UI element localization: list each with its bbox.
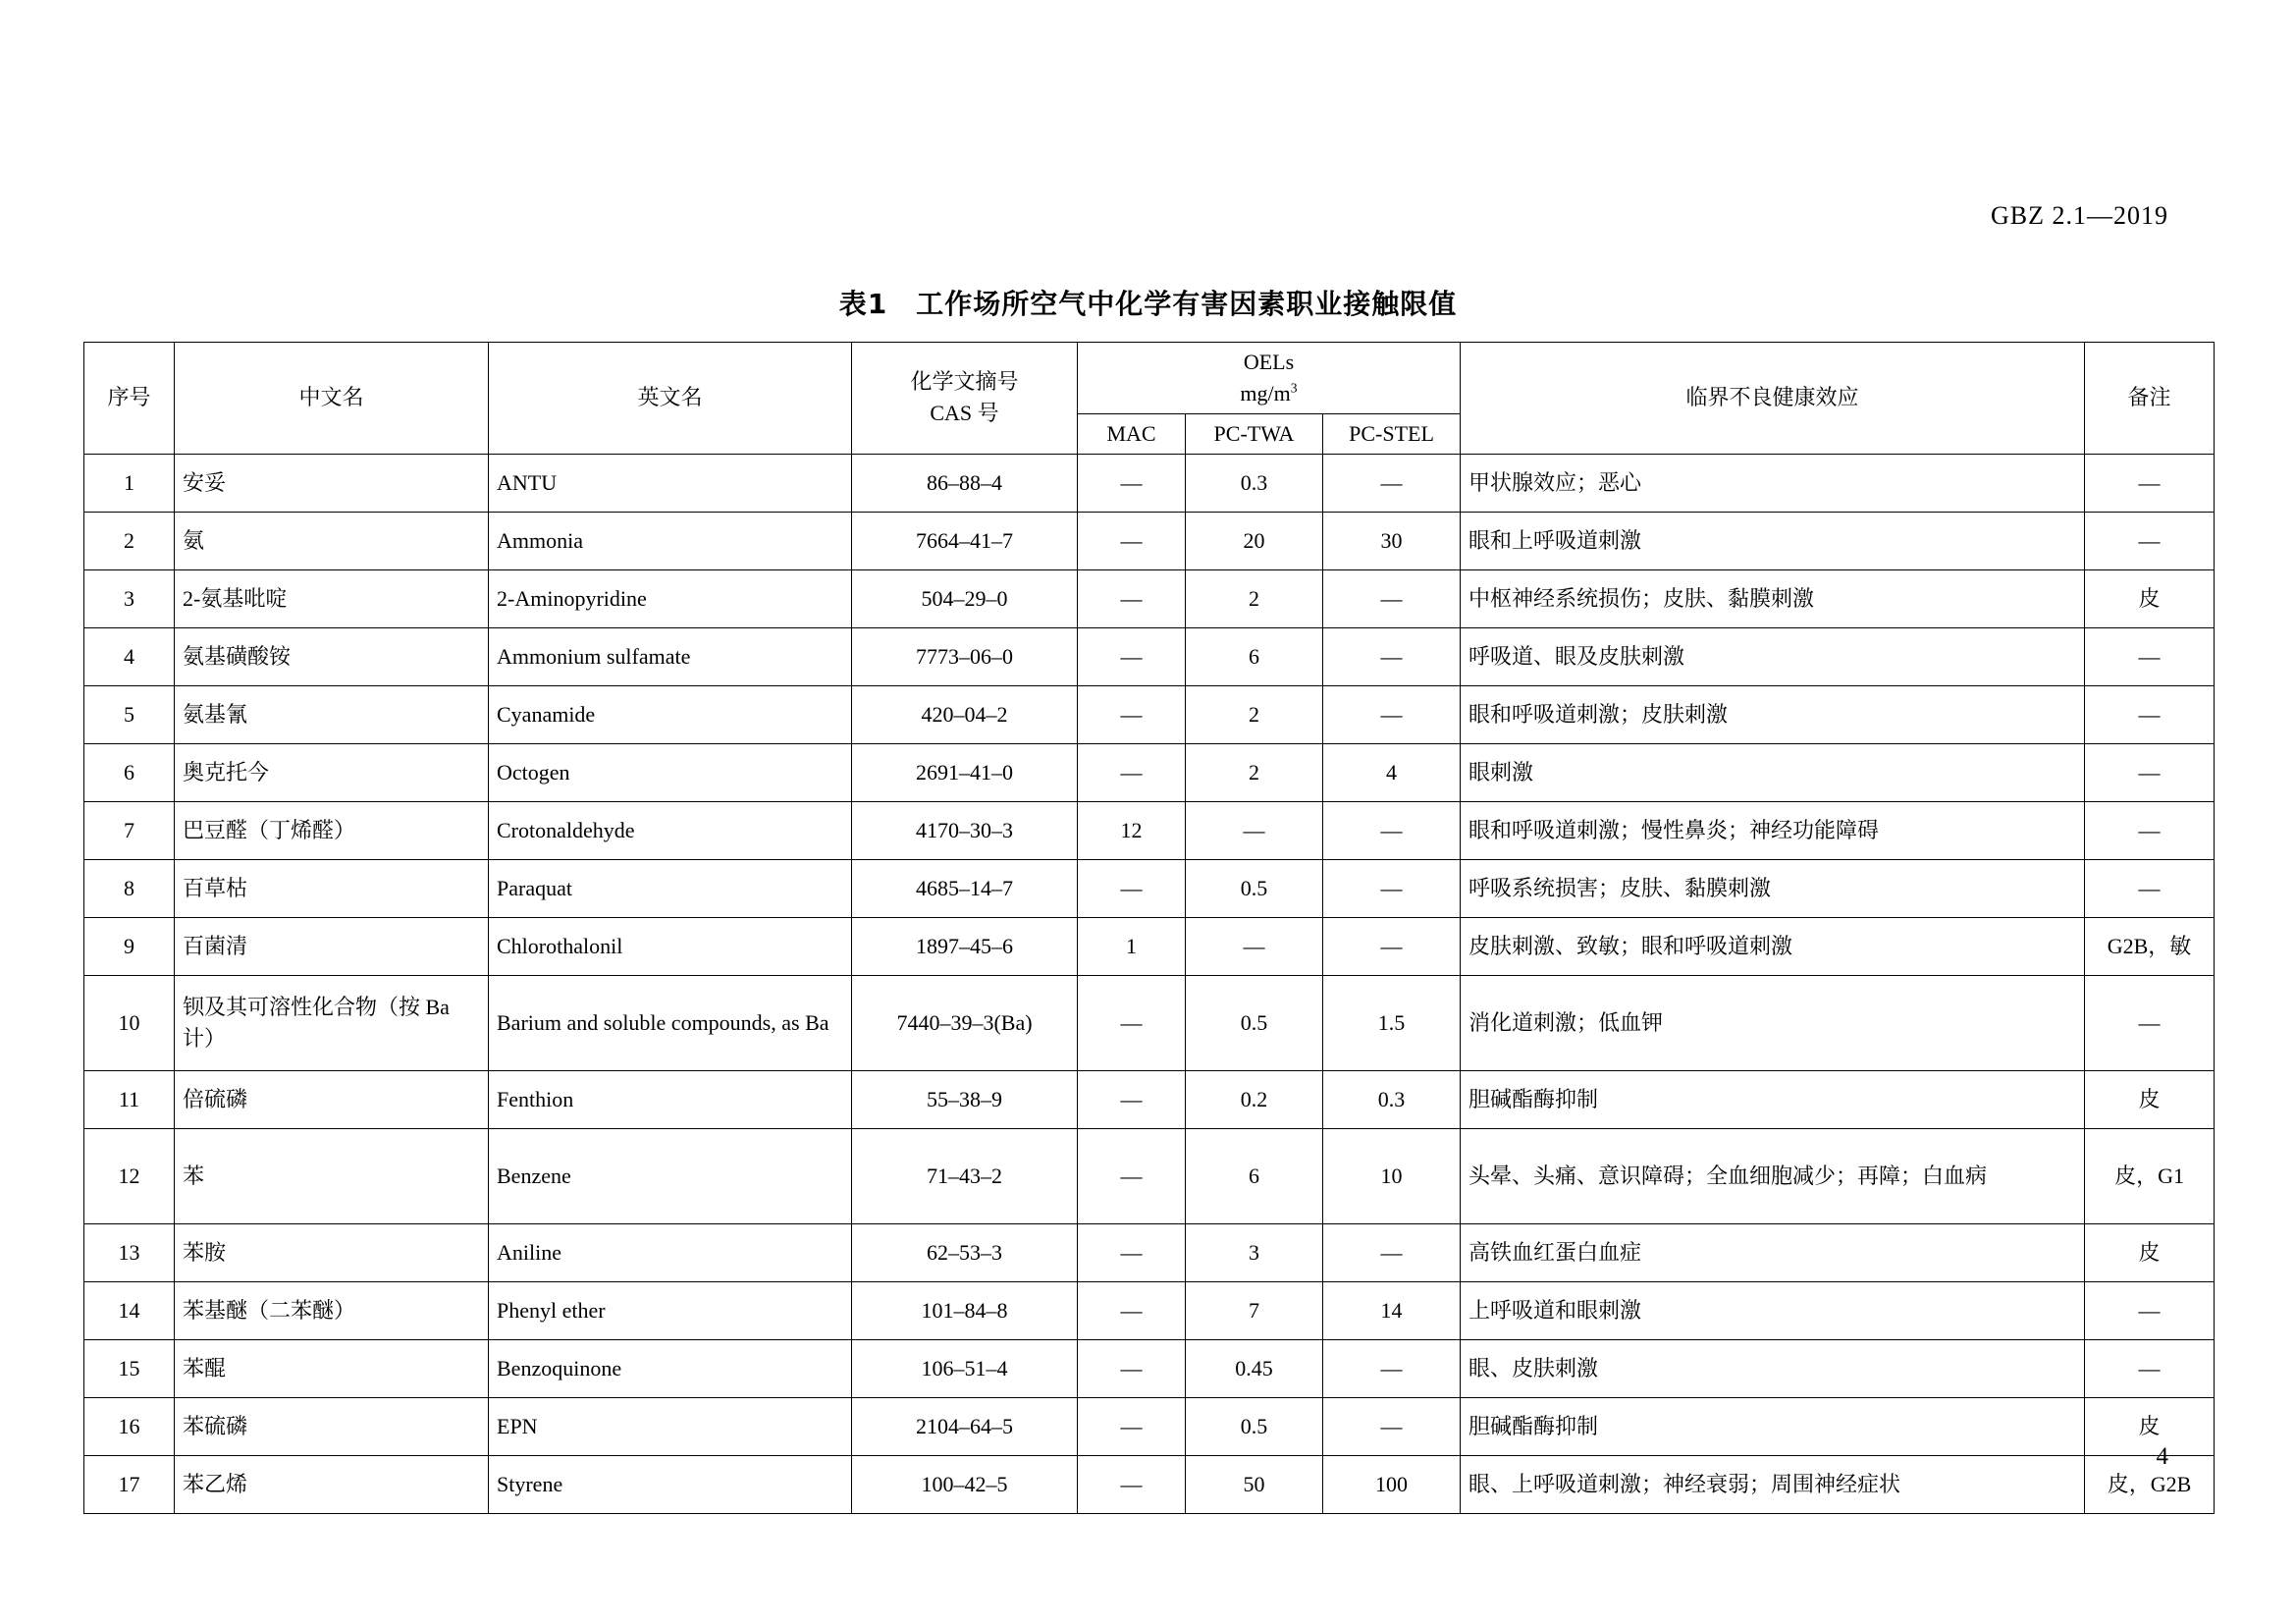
cell-effects: 眼和呼吸道刺激；皮肤刺激 bbox=[1461, 685, 2085, 743]
cell-pc-stel: 100 bbox=[1323, 1455, 1461, 1513]
cell-chinese-name: 百菌清 bbox=[175, 917, 489, 975]
cell-pc-twa: 50 bbox=[1186, 1455, 1323, 1513]
cell-remarks: — bbox=[2085, 975, 2215, 1070]
cell-effects: 眼刺激 bbox=[1461, 743, 2085, 801]
cell-no: 2 bbox=[84, 512, 175, 569]
cell-no: 13 bbox=[84, 1223, 175, 1281]
cell-no: 14 bbox=[84, 1281, 175, 1339]
cell-remarks: — bbox=[2085, 512, 2215, 569]
table-row bbox=[84, 1339, 2215, 1397]
table-row bbox=[84, 1455, 2215, 1513]
cell-cas: 101–84–8 bbox=[852, 1281, 1078, 1339]
table-row bbox=[84, 685, 2215, 743]
cell-chinese-name: 苯乙烯 bbox=[175, 1455, 489, 1513]
cell-effects: 消化道刺激；低血钾 bbox=[1461, 975, 2085, 1070]
cell-pc-twa: — bbox=[1186, 801, 1323, 859]
cell-effects: 头晕、头痛、意识障碍；全血细胞减少；再障；白血病 bbox=[1461, 1128, 2085, 1223]
cell-english-name: Cyanamide bbox=[489, 685, 852, 743]
cell-effects: 胆碱酯酶抑制 bbox=[1461, 1070, 2085, 1128]
cell-pc-twa: 7 bbox=[1186, 1281, 1323, 1339]
cell-pc-stel: — bbox=[1323, 859, 1461, 917]
cell-chinese-name: 百草枯 bbox=[175, 859, 489, 917]
header-oels-unit bbox=[1086, 378, 1452, 409]
cell-mac: — bbox=[1078, 512, 1186, 569]
cell-cas: 7773–06–0 bbox=[852, 627, 1078, 685]
header-pc-stel: PC-STEL bbox=[1323, 413, 1461, 454]
cell-cas: 55–38–9 bbox=[852, 1070, 1078, 1128]
cell-no: 11 bbox=[84, 1070, 175, 1128]
cell-effects: 眼、皮肤刺激 bbox=[1461, 1339, 2085, 1397]
cell-chinese-name: 苯硫磷 bbox=[175, 1397, 489, 1455]
cell-effects: 胆碱酯酶抑制 bbox=[1461, 1397, 2085, 1455]
table-row bbox=[84, 1223, 2215, 1281]
cell-cas: 86–88–4 bbox=[852, 454, 1078, 512]
table-row bbox=[84, 512, 2215, 569]
cell-remarks: — bbox=[2085, 801, 2215, 859]
cell-remarks: 皮 bbox=[2085, 1397, 2215, 1455]
cell-pc-stel: 0.3 bbox=[1323, 1070, 1461, 1128]
cell-pc-twa: 2 bbox=[1186, 743, 1323, 801]
table-header-row-top bbox=[84, 343, 2215, 414]
header-oels-line1: OELs bbox=[1243, 350, 1295, 374]
cell-effects: 眼和呼吸道刺激；慢性鼻炎；神经功能障碍 bbox=[1461, 801, 2085, 859]
table-row bbox=[84, 1070, 2215, 1128]
cell-pc-twa: 6 bbox=[1186, 1128, 1323, 1223]
cell-remarks: — bbox=[2085, 1339, 2215, 1397]
cell-mac: — bbox=[1078, 1397, 1186, 1455]
table-row bbox=[84, 1397, 2215, 1455]
header-mac: MAC bbox=[1078, 413, 1186, 454]
cell-pc-twa: 0.3 bbox=[1186, 454, 1323, 512]
oel-table-container bbox=[83, 342, 2214, 1514]
cell-chinese-name: 氨 bbox=[175, 512, 489, 569]
header-remarks: 备注 bbox=[2085, 343, 2215, 455]
cell-no: 6 bbox=[84, 743, 175, 801]
cell-mac: 12 bbox=[1078, 801, 1186, 859]
cell-cas: 1897–45–6 bbox=[852, 917, 1078, 975]
cell-pc-stel: 30 bbox=[1323, 512, 1461, 569]
table-row bbox=[84, 569, 2215, 627]
header-effects: 临界不良健康效应 bbox=[1461, 343, 2085, 455]
cell-cas: 2691–41–0 bbox=[852, 743, 1078, 801]
cell-mac: — bbox=[1078, 454, 1186, 512]
cell-english-name: Phenyl ether bbox=[489, 1281, 852, 1339]
table-row bbox=[84, 627, 2215, 685]
cell-pc-stel: — bbox=[1323, 1223, 1461, 1281]
cell-english-name: Benzoquinone bbox=[489, 1339, 852, 1397]
header-oels-unit-sup: 3 bbox=[1290, 380, 1298, 396]
cell-chinese-name: 氨基氰 bbox=[175, 685, 489, 743]
cell-effects: 呼吸系统损害；皮肤、黏膜刺激 bbox=[1461, 859, 2085, 917]
cell-english-name: Fenthion bbox=[489, 1070, 852, 1128]
cell-no: 12 bbox=[84, 1128, 175, 1223]
header-oels bbox=[1078, 343, 1461, 414]
cell-cas: 100–42–5 bbox=[852, 1455, 1078, 1513]
cell-pc-twa: 0.5 bbox=[1186, 1397, 1323, 1455]
cell-effects: 甲状腺效应；恶心 bbox=[1461, 454, 2085, 512]
cell-no: 10 bbox=[84, 975, 175, 1070]
header-no: 序号 bbox=[84, 343, 175, 455]
cell-remarks: G2B，敏 bbox=[2085, 917, 2215, 975]
cell-remarks: — bbox=[2085, 685, 2215, 743]
cell-effects: 高铁血红蛋白血症 bbox=[1461, 1223, 2085, 1281]
cell-chinese-name: 2-氨基吡啶 bbox=[175, 569, 489, 627]
cell-english-name: EPN bbox=[489, 1397, 852, 1455]
cell-cas: 420–04–2 bbox=[852, 685, 1078, 743]
cell-no: 17 bbox=[84, 1455, 175, 1513]
cell-mac: — bbox=[1078, 685, 1186, 743]
cell-mac: — bbox=[1078, 975, 1186, 1070]
cell-english-name: 2-Aminopyridine bbox=[489, 569, 852, 627]
oel-table bbox=[83, 342, 2215, 1514]
cell-pc-twa: 0.2 bbox=[1186, 1070, 1323, 1128]
cell-pc-stel: — bbox=[1323, 1397, 1461, 1455]
header-cas bbox=[852, 343, 1078, 455]
cell-effects: 眼和上呼吸道刺激 bbox=[1461, 512, 2085, 569]
table-row bbox=[84, 801, 2215, 859]
cell-pc-twa: 3 bbox=[1186, 1223, 1323, 1281]
cell-english-name: ANTU bbox=[489, 454, 852, 512]
cell-english-name: Crotonaldehyde bbox=[489, 801, 852, 859]
cell-chinese-name: 苯 bbox=[175, 1128, 489, 1223]
table-row bbox=[84, 1281, 2215, 1339]
cell-remarks: — bbox=[2085, 627, 2215, 685]
cell-remarks: 皮 bbox=[2085, 1223, 2215, 1281]
table-row bbox=[84, 975, 2215, 1070]
header-english-name: 英文名 bbox=[489, 343, 852, 455]
cell-mac: — bbox=[1078, 743, 1186, 801]
cell-remarks: — bbox=[2085, 1281, 2215, 1339]
cell-chinese-name: 钡及其可溶性化合物（按 Ba 计） bbox=[175, 975, 489, 1070]
cell-english-name: Chlorothalonil bbox=[489, 917, 852, 975]
cell-pc-stel: — bbox=[1323, 685, 1461, 743]
cell-effects: 眼、上呼吸道刺激；神经衰弱；周围神经症状 bbox=[1461, 1455, 2085, 1513]
header-oels-unit-text: mg/m bbox=[1240, 380, 1291, 406]
cell-remarks: 皮，G1 bbox=[2085, 1128, 2215, 1223]
table-row bbox=[84, 454, 2215, 512]
cell-chinese-name: 苯胺 bbox=[175, 1223, 489, 1281]
cell-pc-twa: 0.5 bbox=[1186, 859, 1323, 917]
cell-mac: — bbox=[1078, 1070, 1186, 1128]
cell-cas: 4170–30–3 bbox=[852, 801, 1078, 859]
cell-chinese-name: 巴豆醛（丁烯醛） bbox=[175, 801, 489, 859]
cell-cas: 62–53–3 bbox=[852, 1223, 1078, 1281]
header-pc-twa: PC-TWA bbox=[1186, 413, 1323, 454]
cell-effects: 上呼吸道和眼刺激 bbox=[1461, 1281, 2085, 1339]
cell-english-name: Ammonia bbox=[489, 512, 852, 569]
table-row bbox=[84, 859, 2215, 917]
page-number: 4 bbox=[2156, 1443, 2168, 1470]
header-cas-line1: 化学文摘号 bbox=[910, 369, 1019, 395]
cell-mac: — bbox=[1078, 1339, 1186, 1397]
cell-no: 1 bbox=[84, 454, 175, 512]
cell-cas: 106–51–4 bbox=[852, 1339, 1078, 1397]
cell-effects: 皮肤刺激、致敏；眼和呼吸道刺激 bbox=[1461, 917, 2085, 975]
cell-remarks: — bbox=[2085, 454, 2215, 512]
cell-remarks: 皮 bbox=[2085, 1070, 2215, 1128]
header-chinese-name: 中文名 bbox=[175, 343, 489, 455]
cell-cas: 504–29–0 bbox=[852, 569, 1078, 627]
cell-mac: — bbox=[1078, 1223, 1186, 1281]
cell-mac: 1 bbox=[1078, 917, 1186, 975]
cell-no: 16 bbox=[84, 1397, 175, 1455]
cell-pc-twa: 2 bbox=[1186, 569, 1323, 627]
table-row bbox=[84, 1128, 2215, 1223]
table-body bbox=[84, 454, 2215, 1513]
cell-pc-stel: 14 bbox=[1323, 1281, 1461, 1339]
cell-cas: 71–43–2 bbox=[852, 1128, 1078, 1223]
cell-mac: — bbox=[1078, 1281, 1186, 1339]
cell-remarks: 皮，G2B bbox=[2085, 1455, 2215, 1513]
cell-english-name: Ammonium sulfamate bbox=[489, 627, 852, 685]
cell-mac: — bbox=[1078, 569, 1186, 627]
cell-english-name: Benzene bbox=[489, 1128, 852, 1223]
cell-english-name: Octogen bbox=[489, 743, 852, 801]
cell-effects: 呼吸道、眼及皮肤刺激 bbox=[1461, 627, 2085, 685]
cell-remarks: — bbox=[2085, 859, 2215, 917]
cell-pc-stel: 1.5 bbox=[1323, 975, 1461, 1070]
cell-mac: — bbox=[1078, 1128, 1186, 1223]
cell-english-name: Aniline bbox=[489, 1223, 852, 1281]
cell-no: 5 bbox=[84, 685, 175, 743]
cell-cas: 7664–41–7 bbox=[852, 512, 1078, 569]
cell-cas: 7440–39–3(Ba) bbox=[852, 975, 1078, 1070]
table-row bbox=[84, 743, 2215, 801]
cell-no: 7 bbox=[84, 801, 175, 859]
cell-pc-stel: 10 bbox=[1323, 1128, 1461, 1223]
cell-no: 9 bbox=[84, 917, 175, 975]
cell-remarks: 皮 bbox=[2085, 569, 2215, 627]
header-cas-line2: CAS 号 bbox=[930, 401, 999, 426]
cell-chinese-name: 氨基磺酸铵 bbox=[175, 627, 489, 685]
cell-no: 8 bbox=[84, 859, 175, 917]
cell-effects: 中枢神经系统损伤；皮肤、黏膜刺激 bbox=[1461, 569, 2085, 627]
cell-cas: 4685–14–7 bbox=[852, 859, 1078, 917]
cell-chinese-name: 苯醌 bbox=[175, 1339, 489, 1397]
cell-pc-stel: — bbox=[1323, 801, 1461, 859]
cell-pc-twa: 20 bbox=[1186, 512, 1323, 569]
cell-pc-twa: 0.45 bbox=[1186, 1339, 1323, 1397]
table-row bbox=[84, 917, 2215, 975]
cell-no: 4 bbox=[84, 627, 175, 685]
table-title: 表1 工作场所空气中化学有害因素职业接触限值 bbox=[838, 288, 1458, 320]
cell-chinese-name: 倍硫磷 bbox=[175, 1070, 489, 1128]
cell-pc-twa: 0.5 bbox=[1186, 975, 1323, 1070]
cell-no: 3 bbox=[84, 569, 175, 627]
cell-mac: — bbox=[1078, 1455, 1186, 1513]
cell-no: 15 bbox=[84, 1339, 175, 1397]
cell-cas: 2104–64–5 bbox=[852, 1397, 1078, 1455]
cell-english-name: Paraquat bbox=[489, 859, 852, 917]
cell-chinese-name: 安妥 bbox=[175, 454, 489, 512]
cell-pc-stel: — bbox=[1323, 569, 1461, 627]
cell-pc-stel: — bbox=[1323, 454, 1461, 512]
cell-chinese-name: 奥克托今 bbox=[175, 743, 489, 801]
cell-chinese-name: 苯基醚（二苯醚） bbox=[175, 1281, 489, 1339]
cell-remarks: — bbox=[2085, 743, 2215, 801]
cell-mac: — bbox=[1078, 627, 1186, 685]
standard-code-header: GBZ 2.1—2019 bbox=[1991, 201, 2168, 230]
cell-english-name: Styrene bbox=[489, 1455, 852, 1513]
cell-pc-stel: — bbox=[1323, 627, 1461, 685]
cell-pc-stel: — bbox=[1323, 1339, 1461, 1397]
cell-pc-stel: 4 bbox=[1323, 743, 1461, 801]
cell-pc-twa: — bbox=[1186, 917, 1323, 975]
cell-mac: — bbox=[1078, 859, 1186, 917]
cell-pc-stel: — bbox=[1323, 917, 1461, 975]
cell-pc-twa: 2 bbox=[1186, 685, 1323, 743]
cell-english-name: Barium and soluble compounds, as Ba bbox=[489, 975, 852, 1070]
cell-pc-twa: 6 bbox=[1186, 627, 1323, 685]
